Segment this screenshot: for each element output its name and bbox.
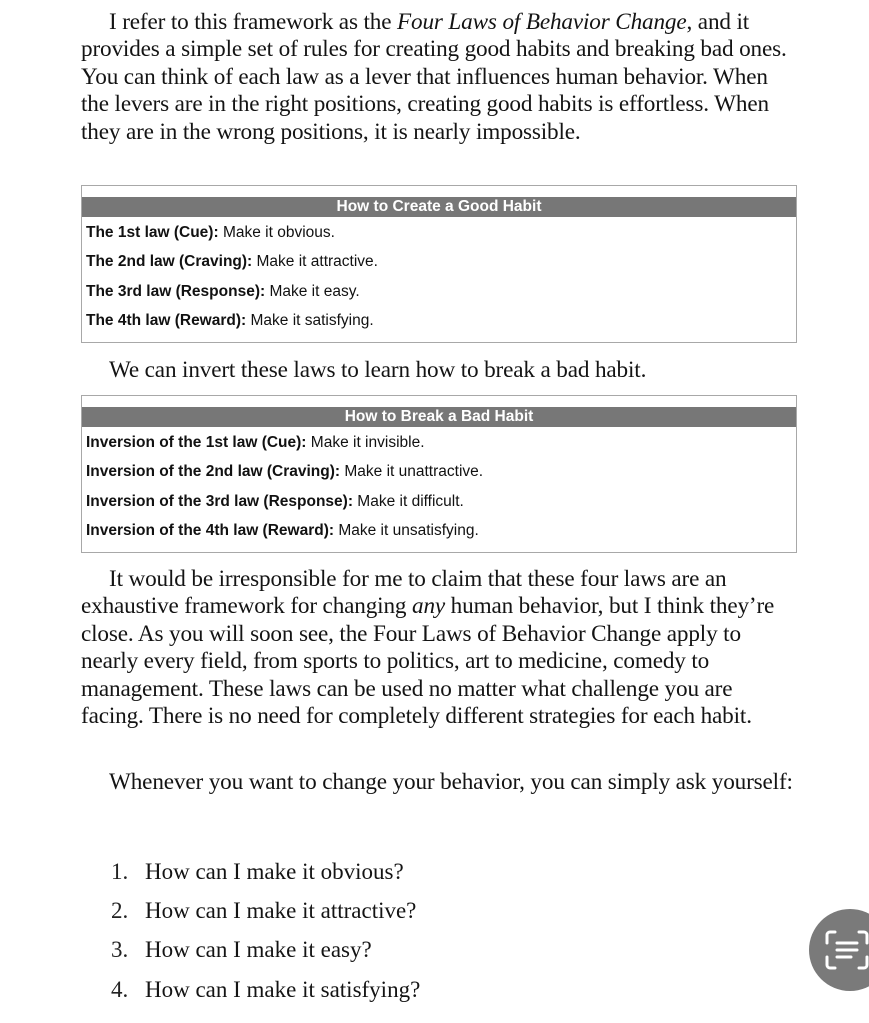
table-row: [82, 516, 796, 545]
row-value: Make it obvious.: [218, 224, 335, 241]
paragraph-text: human behavior, but I think they’re close. As you will soon see, the Four Laws of Behavior Change apply to nearly every field, from sports to politics, art to medicine, comedy to management. These laws can be used no matter what challenge you are facing. There is no need for completely different strategies for each habit.: [81, 593, 775, 730]
row-label: Inversion of the 1st law (Cue):: [86, 434, 307, 451]
table-header: How to Create a Good Habit: [82, 197, 796, 217]
row-label: The 2nd law (Craving):: [86, 253, 253, 271]
scan-text-button[interactable]: [809, 909, 869, 991]
italic-term: any: [412, 593, 446, 620]
row-value: Make it difficult.: [353, 492, 464, 510]
row-label: Inversion of the 2nd law (Craving):: [86, 463, 341, 481]
list-text: How can I make it obvious?: [145, 859, 404, 884]
table-row: [82, 487, 796, 516]
question-list: [111, 856, 420, 1013]
list-text: How can I make it satisfying?: [145, 976, 421, 1002]
paragraph-four-laws-intro: [81, 9, 797, 146]
paragraph-exhaustive-framework: [81, 566, 797, 730]
table-row: [82, 457, 796, 486]
row-value: Make it satisfying.: [246, 312, 374, 330]
row-value: Make it invisible.: [306, 434, 425, 451]
table-row: [82, 218, 796, 247]
list-item: [111, 895, 420, 934]
row-label: Inversion of the 3rd law (Response):: [86, 492, 353, 510]
row-value: Make it attractive.: [252, 253, 378, 271]
list-text: How can I make it attractive?: [145, 898, 417, 924]
paragraph-invert-laws: We can invert these laws to learn how to break a bad habit.: [109, 357, 647, 383]
row-value: Make it easy.: [265, 282, 360, 300]
row-label: The 3rd law (Response):: [86, 282, 266, 300]
table-header: How to Break a Bad Habit: [82, 407, 796, 427]
row-label: The 4th law (Reward):: [86, 312, 247, 330]
paragraph-text: I refer to this framework as the: [109, 9, 397, 35]
italic-term: Four Laws of Behavior Change: [397, 9, 687, 35]
table-row: [82, 247, 796, 276]
paragraph-text: , and it provides a simple set of rules for creating good habits and breaking bad ones. You can think of each law as a lever that influences human behavior. When the levers are in the right positions, creating good habits is effortless. When they are in the wrong positions, it is nearly impossible.: [81, 9, 787, 145]
table-row: [82, 306, 796, 335]
paragraph-text: It would be irresponsible for me to claim that these four laws are an exhaustive framework for changing: [81, 566, 727, 620]
list-number: 4.: [111, 976, 129, 1002]
paragraph-ask-yourself: Whenever you want to change your behavior, you can simply ask yourself:: [109, 769, 793, 795]
list-number: 3.: [111, 937, 129, 963]
list-item: [111, 974, 420, 1013]
list-item: [111, 934, 420, 973]
list-item: [111, 856, 420, 895]
row-label: The 1st law (Cue):: [86, 224, 219, 241]
row-value: Make it unsatisfying.: [334, 522, 479, 540]
list-text: How can I make it easy?: [145, 937, 372, 963]
list-number: 2.: [111, 898, 129, 924]
bad-habit-table: [81, 395, 797, 553]
row-label: Inversion of the 4th law (Reward):: [86, 522, 335, 540]
list-number: 1.: [111, 859, 129, 884]
good-habit-table: [81, 185, 797, 343]
row-value: Make it unattractive.: [340, 463, 484, 481]
table-row: [82, 428, 796, 457]
table-row: [82, 277, 796, 306]
